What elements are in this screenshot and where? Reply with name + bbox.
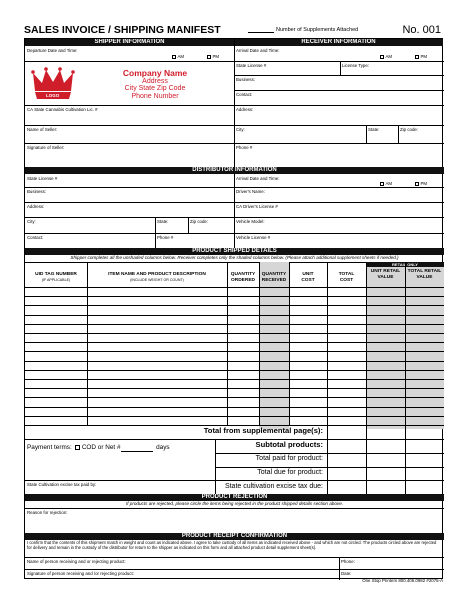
col-total-retail-value: TOTAL RETAIL VALUE <box>407 269 442 280</box>
product-shipped-details-bar: PRODUCT SHIPPED DETAILS <box>25 248 444 255</box>
invoice-header <box>24 24 443 38</box>
table-row[interactable] <box>25 342 444 343</box>
departure-am[interactable]: AM <box>172 54 184 59</box>
distributor-information-bar: DISTRIBUTOR INFORMATION <box>25 167 444 174</box>
cultivation-license-label: CA State Cannabis Cultivation Lic. # <box>27 107 98 112</box>
col-quantity-ordered: QUANTITY ORDERED <box>230 272 256 283</box>
receiver-signature-label: Signature of person receiving and /or rejecting product: <box>27 571 134 576</box>
table-row[interactable] <box>25 407 444 408</box>
table-row[interactable] <box>25 361 444 362</box>
receiver-phone-label: Phone # <box>236 145 253 150</box>
col-unit-cost: UNIT COST <box>301 272 315 283</box>
distributor-am-checkbox[interactable] <box>380 182 384 186</box>
receiver-state-license-label: State License # <box>236 63 267 68</box>
table-row[interactable] <box>25 315 444 316</box>
receiver-zip-label: Zip code: <box>400 127 419 132</box>
col-unit-retail-value: UNIT RETAIL VALUE <box>370 269 401 280</box>
payment-terms[interactable]: Payment terms: COD or Net # days <box>27 444 170 451</box>
subtotal-label: Subtotal products: <box>255 440 323 449</box>
table-row[interactable] <box>25 397 444 398</box>
distributor-arrival-label: Arrival Date and Time: <box>236 176 280 181</box>
name-of-seller-label: Name of Seller: <box>27 127 58 132</box>
receiver-state-label: State: <box>368 127 380 132</box>
shipper-information-bar: SHIPPER INFORMATION <box>25 39 234 46</box>
receiver-name-label: Name of person receiving and or rejecting product: <box>27 559 126 564</box>
table-row[interactable] <box>25 305 444 306</box>
company-address: Address <box>142 77 168 85</box>
distributor-city-label: City: <box>27 219 36 224</box>
table-row[interactable] <box>25 324 444 325</box>
reason-for-rejection-label: Reason for rejection: <box>27 510 68 515</box>
receiver-contact-label: Contact: <box>236 92 253 97</box>
ca-driver-license-label: CA Driver's License # <box>236 204 278 209</box>
excise-tax-due-label: State cultivation excise tax due: <box>224 483 323 490</box>
vehicle-model-label: Vehicle Model: <box>236 219 265 224</box>
distributor-pm-checkbox[interactable] <box>415 182 419 186</box>
departure-pm[interactable]: PM <box>207 54 219 59</box>
logo-text: LOGO <box>46 93 60 98</box>
supplements-blank[interactable] <box>248 27 274 33</box>
receipt-statement: I confirm that the contents of this shipment match in weight and count as indicated above. I agree to take custody of all items as indicated received above - and which are not circled. The products circled above are rejected for delivery and remain in the custody of the distributor for return to the shipper as indicated on this form and all attached product detail supplement sheet(s). <box>27 540 437 550</box>
company-name: Company Name <box>122 68 188 78</box>
col-total-cost: TOTAL COST <box>338 272 355 283</box>
distributor-state-label: State: <box>157 219 169 224</box>
col-item-name: ITEM NAME AND PRODUCT DESCRIPTION (INCLUDE WEIGHT OR COUNT) <box>108 272 206 282</box>
receiver-arrival-label: Arrival Date and Time: <box>236 48 280 53</box>
receiver-city-label: City: <box>236 127 245 132</box>
receiver-business-label: Business: <box>236 77 256 82</box>
col-quantity-received: QUANTITY RECEIVED <box>261 272 287 283</box>
vehicle-license-label: Vehicle License # <box>236 235 271 240</box>
product-shipped-note: Shipper completes all the unshaded columns below. Receiver completes only the shaded columns below. (Please attach additional supplement sheets if needed.) <box>70 255 399 260</box>
excise-paid-by-label: State Cultivation excise tax paid by: <box>27 482 97 487</box>
table-row[interactable] <box>25 388 444 389</box>
invoice-form <box>24 38 443 579</box>
signature-of-seller-label: Signature of Seller: <box>27 145 65 150</box>
distributor-state-license-label: State License # <box>27 176 58 181</box>
table-row[interactable] <box>25 333 444 334</box>
departure-pm-checkbox[interactable] <box>207 55 211 59</box>
receiver-pm[interactable]: PM <box>415 54 427 59</box>
table-row[interactable] <box>25 351 444 352</box>
distributor-zip-label: Zip code: <box>190 219 209 224</box>
crown-logo <box>31 67 75 101</box>
product-rejection-bar: PRODUCT REJECTION <box>25 494 444 501</box>
receiver-address-label: Address: <box>236 107 254 112</box>
table-row[interactable] <box>25 370 444 371</box>
departure-label: Departure Date and Time: <box>27 48 78 53</box>
supplements-label: Number of Supplements Attached <box>276 27 359 33</box>
company-city-state-zip: City State Zip Code <box>124 85 186 92</box>
drivers-name-label: Driver's Name: <box>236 189 265 194</box>
total-supplemental-label: Total from supplemental page(s): <box>203 426 323 435</box>
distributor-pm[interactable]: PM <box>415 181 427 186</box>
receiver-pm-checkbox[interactable] <box>415 55 419 59</box>
receiver-am[interactable]: AM <box>380 54 392 59</box>
retail-only-bar: RETAIL ONLY <box>366 262 444 267</box>
distributor-phone-label: Phone # <box>157 235 174 240</box>
invoice-number: No. 001 <box>402 24 441 36</box>
invoice-title: SALES INVOICE / SHIPPING MANIFEST <box>24 24 221 36</box>
distributor-business-label: Business: <box>27 189 47 194</box>
total-due-label: Total due for product: <box>257 469 323 476</box>
receiver-am-checkbox[interactable] <box>380 55 384 59</box>
company-phone: Phone Number <box>131 93 179 100</box>
receipt-phone-label: Phone: <box>341 559 355 564</box>
table-row[interactable] <box>25 296 444 297</box>
invoice-page <box>24 24 443 585</box>
rejection-note: If products are rejected, please circle the items being rejected in the product shipped details section above. <box>125 501 344 506</box>
receiver-information-bar: RECEIVER INFORMATION <box>234 39 443 46</box>
table-row[interactable] <box>25 379 444 380</box>
table-row[interactable] <box>25 416 444 417</box>
col-uid-tag: UID TAG NUMBER (IF APPLICABLE) <box>35 272 77 282</box>
supplements-field[interactable] <box>248 27 358 33</box>
net-days-blank[interactable] <box>121 445 153 452</box>
distributor-address-label: Address: <box>27 204 45 209</box>
receipt-date-label: Date: <box>341 571 352 576</box>
distributor-contact-label: Contact: <box>27 235 44 240</box>
printer-footer: One Stop Printers 800.406.0982 #2075-A <box>362 578 443 583</box>
receiver-license-type-label: License Type: <box>342 63 370 68</box>
departure-am-checkbox[interactable] <box>172 55 176 59</box>
cod-checkbox[interactable] <box>75 445 80 450</box>
distributor-am[interactable]: AM <box>380 181 392 186</box>
total-paid-label: Total paid for product: <box>255 455 323 462</box>
receipt-confirmation-bar: PRODUCT RECEIPT CONFIRMATION <box>25 533 444 540</box>
